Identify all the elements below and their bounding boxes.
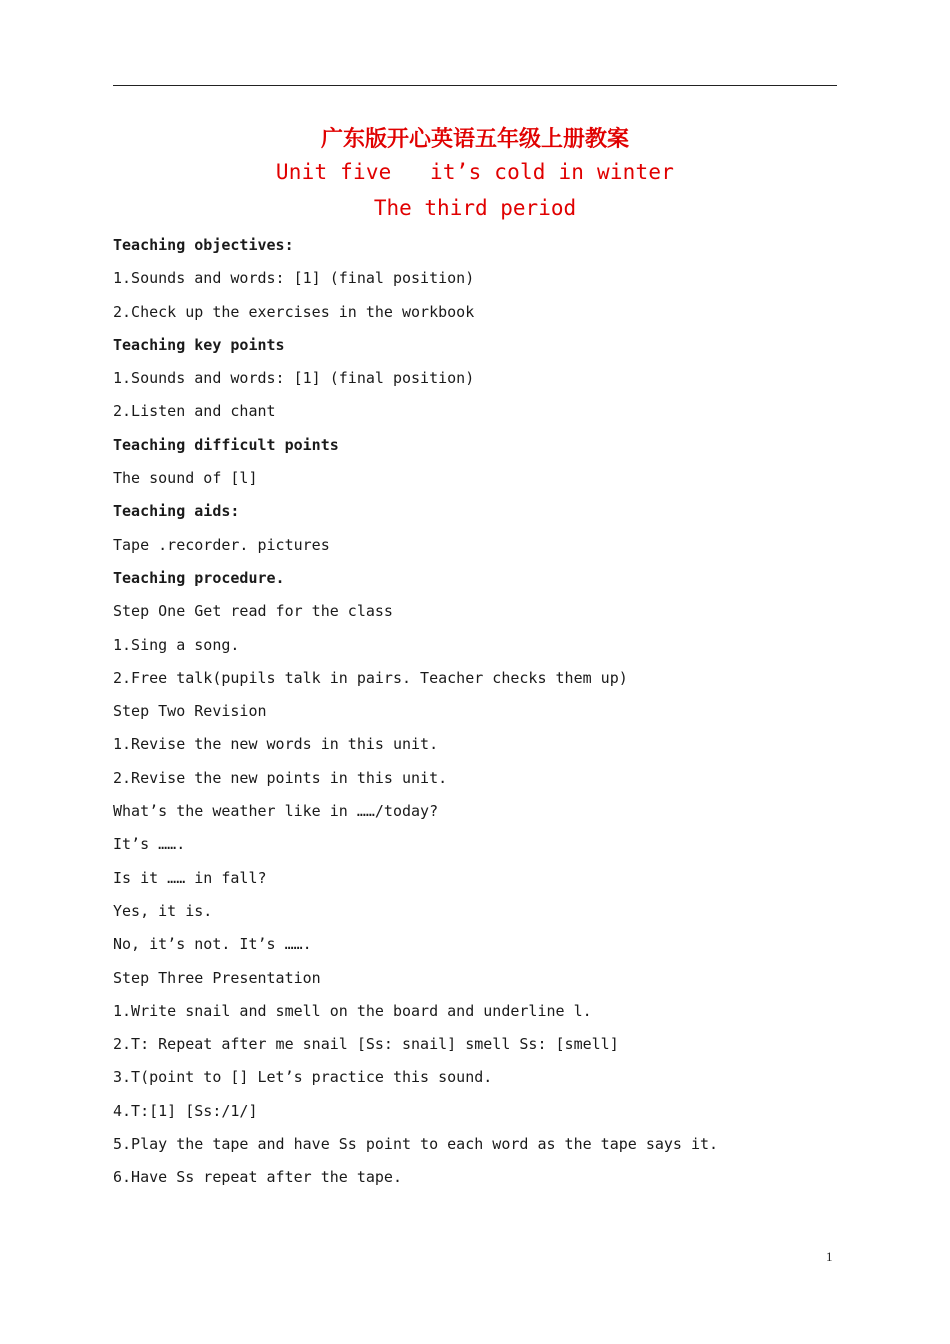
body-line: The sound of [l] xyxy=(113,469,258,488)
period-title: The third period xyxy=(373,196,577,220)
body-line: 3.T(point to [] Let’s practice this sound. xyxy=(113,1068,493,1087)
unit-title: Unit five it’s cold in winter xyxy=(275,160,675,184)
document-title-chinese: 广东版开心英语五年级上册教案 xyxy=(320,126,629,152)
page-number: 1 xyxy=(826,1249,833,1264)
body-line: 5.Play the tape and have Ss point to each word as the tape says it. xyxy=(113,1135,719,1154)
body-line: 1.Write snail and smell on the board and underline l. xyxy=(113,1001,592,1020)
body-line: 2.T: Repeat after me snail [Ss: snail] smell Ss: [smell] xyxy=(113,1035,619,1054)
body-line: 2.Check up the exercises in the workbook xyxy=(113,302,475,321)
body-line: Step Two Revision xyxy=(113,702,267,721)
body-line: Step Three Presentation xyxy=(113,968,321,987)
body-line: No, it’s not. It’s ……. xyxy=(113,935,312,954)
section-heading: Teaching aids: xyxy=(113,502,240,521)
header-rule xyxy=(113,85,837,86)
lesson-plan-body xyxy=(113,234,843,1200)
body-line: 1.Revise the new words in this unit. xyxy=(113,735,439,754)
body-line: 2.Listen and chant xyxy=(113,402,276,421)
body-line: What’s the weather like in ……/today? xyxy=(113,802,439,821)
body-line: 4.T:[1] [Ss:/1/] xyxy=(113,1101,258,1120)
body-line: Yes, it is. xyxy=(113,901,213,920)
body-line: Is it …… in fall? xyxy=(113,868,267,887)
body-line: 1.Sing a song. xyxy=(113,635,240,654)
section-heading: Teaching objectives: xyxy=(113,236,294,254)
body-line: 2.Free talk(pupils talk in pairs. Teacher checks them up) xyxy=(113,668,628,687)
section-heading: Teaching procedure. xyxy=(113,568,285,587)
body-line: Tape .recorder. pictures xyxy=(113,535,330,554)
body-line: 1.Sounds and words: [1] (final position) xyxy=(113,269,475,288)
body-line: 6.Have Ss repeat after the tape. xyxy=(113,1168,402,1187)
body-line: 2.Revise the new points in this unit. xyxy=(113,768,448,787)
body-line: It’s ……. xyxy=(113,835,186,854)
section-heading: Teaching difficult points xyxy=(113,435,339,454)
body-line: Step One Get read for the class xyxy=(113,602,393,621)
section-heading: Teaching key points xyxy=(113,335,285,354)
body-line: 1.Sounds and words: [1] (final position) xyxy=(113,369,475,388)
